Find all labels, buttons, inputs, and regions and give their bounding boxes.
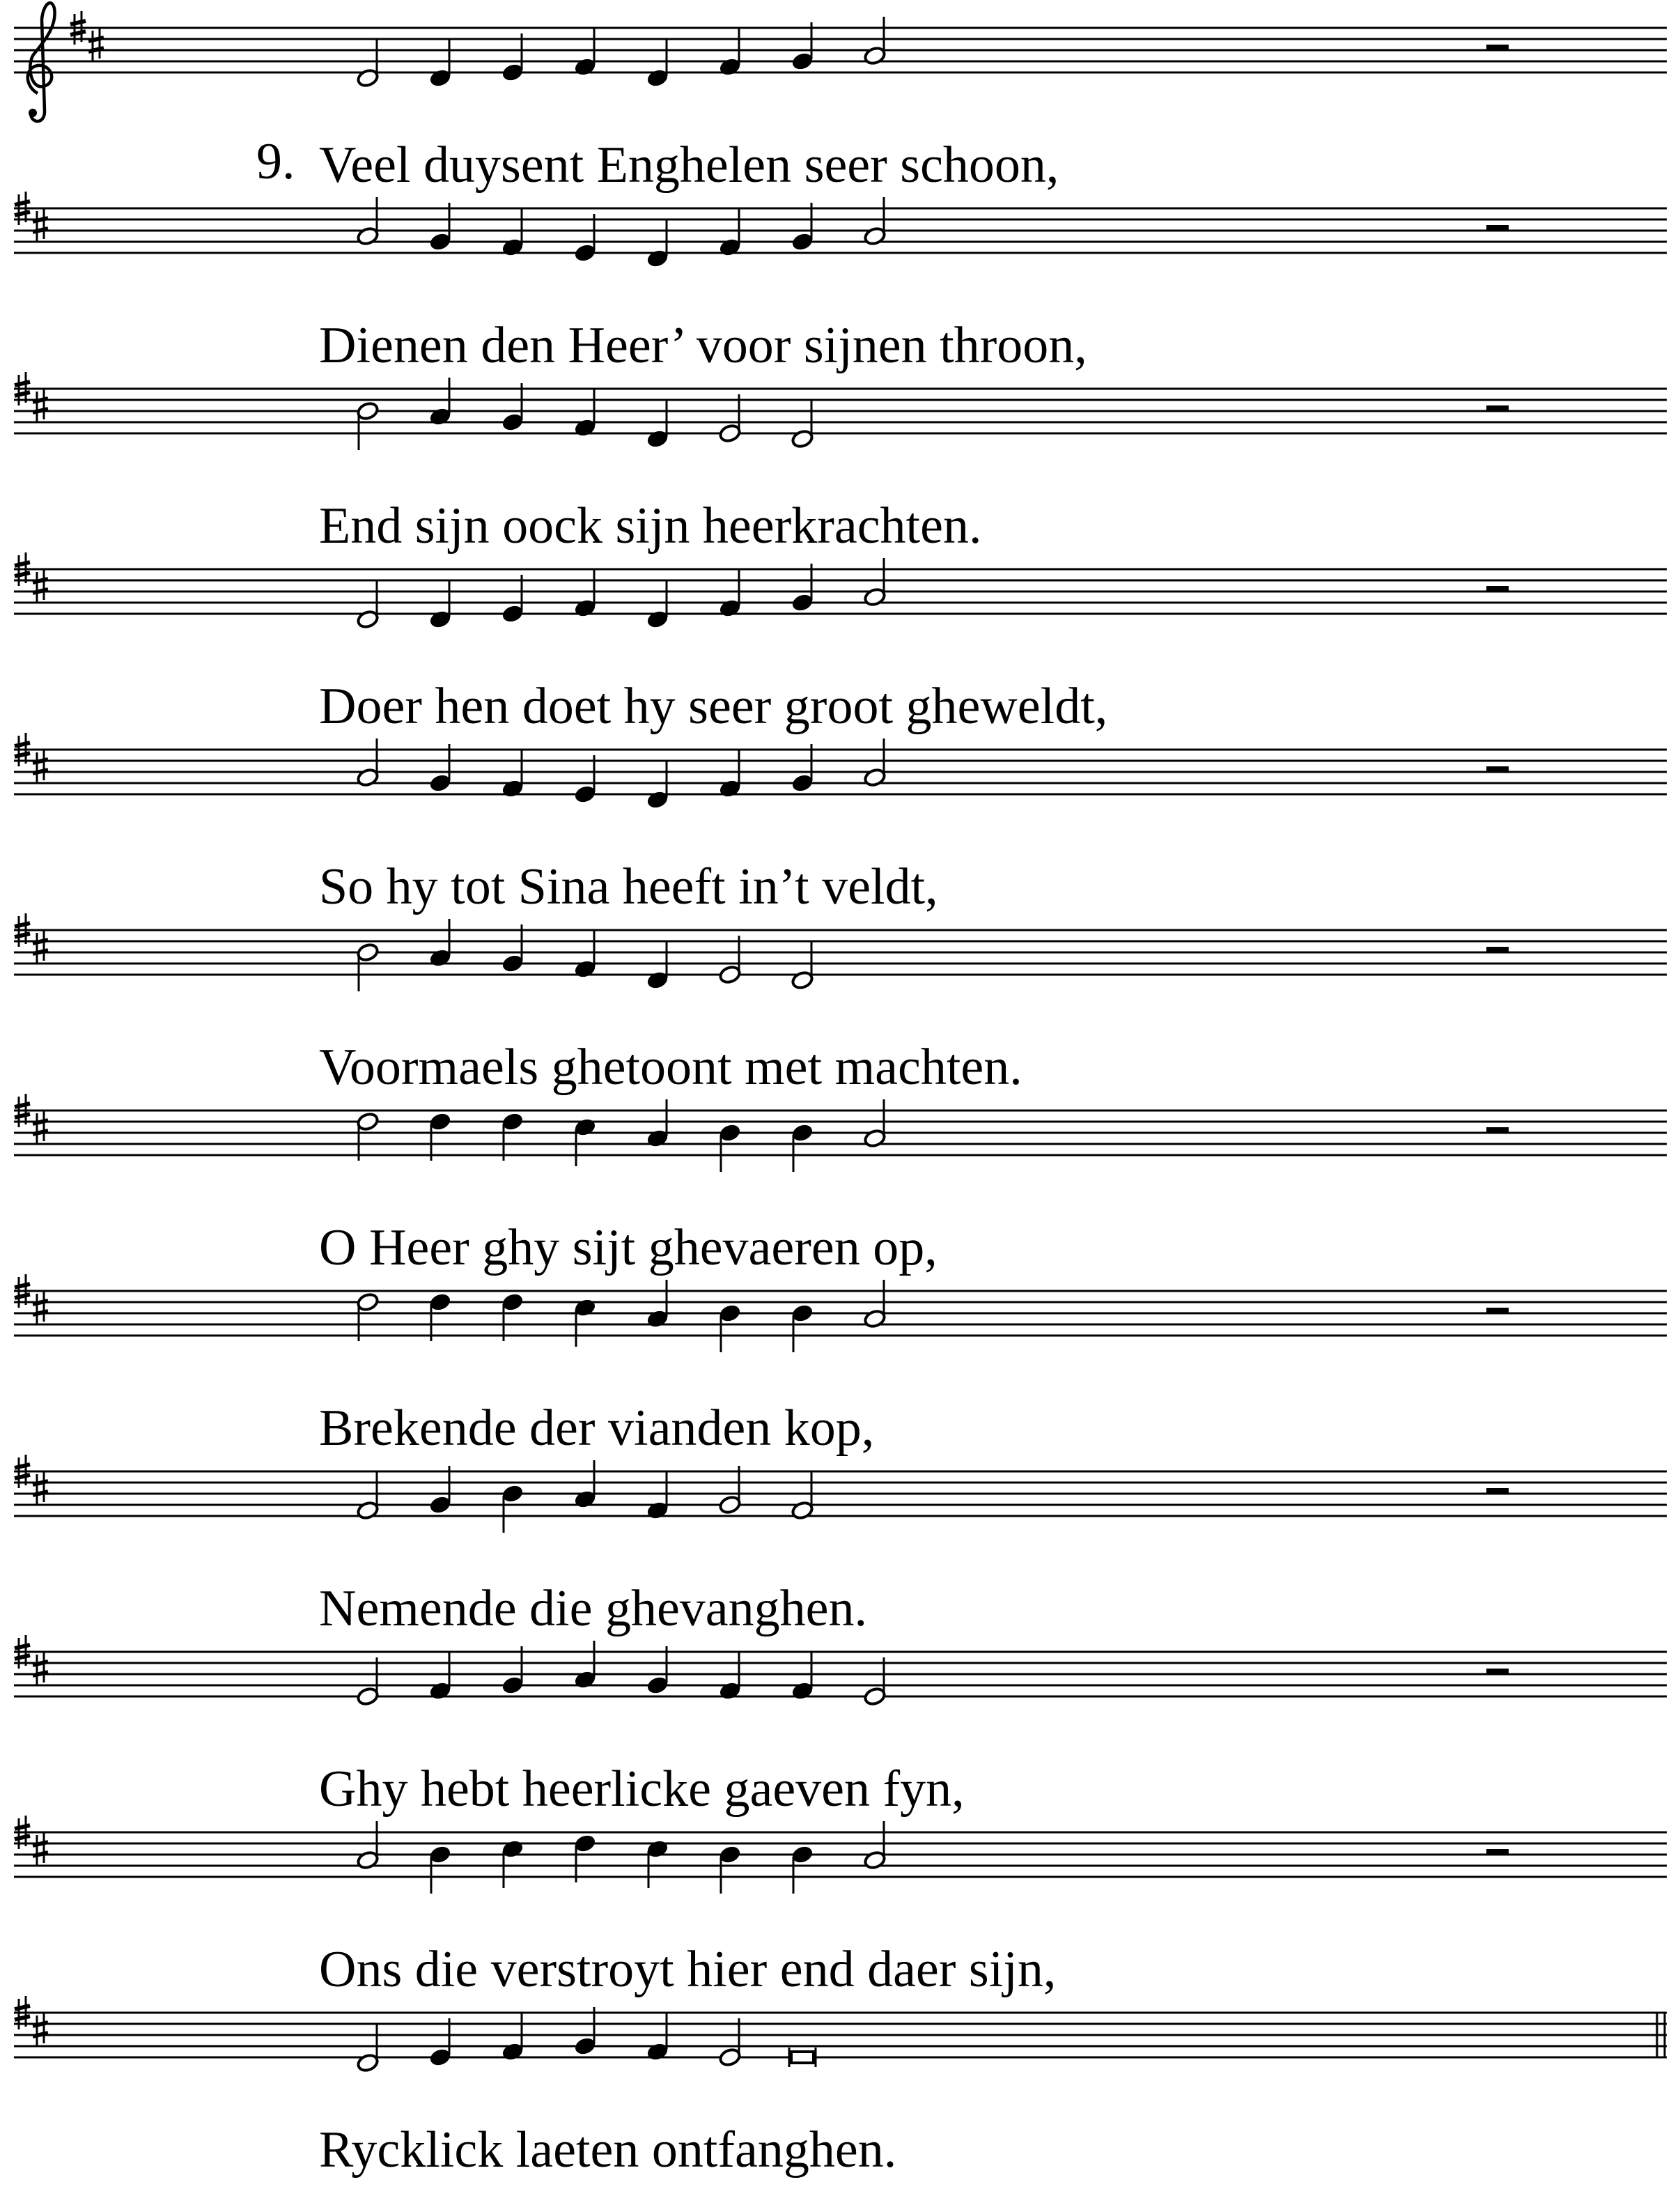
sharp-sign — [33, 2013, 48, 2046]
sharp-sign — [33, 1652, 48, 1685]
note — [501, 2013, 524, 2062]
note — [863, 197, 886, 247]
sharp-sign — [33, 1832, 48, 1866]
verse-number: 9. — [256, 133, 295, 190]
staff — [14, 389, 1667, 433]
system-4 — [14, 552, 1667, 630]
note — [646, 761, 669, 810]
note — [718, 1466, 741, 1515]
half-rest — [1486, 1669, 1509, 1674]
note — [646, 2013, 669, 2062]
system-3 — [14, 372, 1667, 450]
note — [428, 1292, 451, 1341]
system-8 — [14, 1274, 1667, 1352]
half-rest — [1486, 1127, 1509, 1133]
system-7 — [14, 1094, 1667, 1172]
note — [646, 1099, 669, 1149]
note — [863, 738, 886, 788]
note — [428, 580, 451, 630]
half-rest — [1486, 1488, 1509, 1494]
system-1 — [14, 3, 1667, 121]
note — [501, 33, 524, 83]
note — [718, 750, 741, 799]
half-rest — [1486, 586, 1509, 591]
note — [791, 400, 814, 449]
half-rest — [1486, 225, 1509, 231]
note — [428, 1652, 451, 1701]
note — [718, 1652, 741, 1701]
note — [356, 738, 379, 788]
note — [718, 208, 741, 258]
note — [356, 942, 379, 991]
note — [501, 1483, 524, 1533]
lyric-line: So hy tot Sina heeft in’t veldt, — [319, 858, 938, 915]
staff — [14, 2013, 1667, 2057]
note — [646, 1839, 669, 1888]
system-6 — [14, 913, 1667, 991]
note — [428, 39, 451, 88]
staff — [14, 1652, 1667, 1696]
note — [646, 1280, 669, 1329]
note — [428, 919, 451, 968]
note — [573, 28, 596, 77]
lyric-line: Voormaels ghetoont met machten. — [319, 1039, 1022, 1096]
sharp-sign — [33, 1291, 48, 1324]
half-rest — [1486, 766, 1509, 772]
note — [356, 1292, 379, 1341]
note — [646, 1646, 669, 1696]
note — [501, 750, 524, 799]
note — [356, 1111, 379, 1161]
note — [718, 1303, 741, 1352]
note — [428, 1111, 451, 1161]
note — [718, 569, 741, 619]
note — [501, 924, 524, 974]
note — [646, 219, 669, 269]
note — [863, 1821, 886, 1871]
lyric-line: Dienen den Heer’ voor sijnen throon, — [319, 317, 1087, 374]
lyric-line: O Heer ghy sijt ghevaeren op, — [319, 1219, 938, 1276]
half-rest — [1486, 1849, 1509, 1855]
note — [428, 1844, 451, 1894]
lyric-line: Brekende der vianden kop, — [319, 1400, 875, 1457]
staff — [14, 28, 1667, 72]
note — [646, 1471, 669, 1521]
lyric-line: Rycklick laeten ontfanghen. — [319, 2121, 897, 2179]
staff — [14, 930, 1667, 975]
note — [428, 744, 451, 794]
note — [356, 2024, 379, 2073]
half-rest — [1486, 45, 1509, 50]
lyric-line: Nemende die ghevanghen. — [319, 1580, 867, 1637]
note — [573, 1297, 596, 1347]
note — [863, 17, 886, 66]
note — [791, 941, 814, 991]
note — [646, 400, 669, 449]
staff — [14, 208, 1667, 253]
note — [501, 208, 524, 258]
note — [573, 214, 596, 263]
note — [718, 1122, 741, 1172]
note — [863, 1657, 886, 1707]
note — [501, 575, 524, 624]
note — [356, 580, 379, 630]
note — [718, 28, 741, 77]
sharp-sign — [88, 28, 104, 61]
system-11 — [14, 1816, 1667, 1894]
sharp-sign — [33, 1471, 48, 1505]
note — [863, 1280, 886, 1329]
lyric-line: Ons die verstroyt hier end daer sijn, — [319, 1941, 1057, 1998]
note — [646, 39, 669, 88]
note — [718, 1844, 741, 1894]
note — [356, 197, 379, 247]
note — [428, 203, 451, 252]
note — [573, 389, 596, 438]
note — [791, 1303, 814, 1352]
lyric-line: End sijn oock sijn heerkrachten. — [319, 497, 982, 555]
note — [428, 2018, 451, 2068]
staff — [14, 750, 1667, 794]
note — [428, 1466, 451, 1515]
lyric-line: Doer hen doet hy seer groot gheweldt, — [319, 678, 1108, 735]
note — [573, 1641, 596, 1690]
note — [573, 1460, 596, 1510]
note — [791, 1652, 814, 1701]
note — [791, 1844, 814, 1894]
note — [863, 1099, 886, 1149]
note — [863, 558, 886, 608]
note — [428, 378, 451, 427]
sharp-sign — [33, 208, 48, 242]
note — [501, 383, 524, 433]
staff — [14, 1471, 1667, 1516]
note — [573, 755, 596, 805]
staff — [14, 1832, 1667, 1877]
note — [356, 1821, 379, 1871]
note — [791, 1122, 814, 1172]
system-2 — [14, 192, 1667, 269]
note — [573, 2007, 596, 2057]
system-5 — [14, 733, 1667, 810]
half-rest — [1486, 947, 1509, 952]
sharp-sign — [33, 930, 48, 964]
note — [791, 744, 814, 794]
half-rest — [1486, 405, 1509, 411]
note — [356, 401, 379, 450]
sharp-sign — [33, 1111, 48, 1144]
staff — [14, 1291, 1667, 1336]
system-12 — [14, 1996, 1667, 2073]
note — [789, 2048, 816, 2067]
note — [573, 1833, 596, 1882]
staff — [14, 569, 1667, 614]
note — [646, 941, 669, 991]
system-10 — [14, 1635, 1667, 1707]
note — [573, 1117, 596, 1166]
note — [356, 1657, 379, 1707]
half-rest — [1486, 1308, 1509, 1313]
note — [573, 930, 596, 980]
note — [791, 203, 814, 252]
staff — [14, 1111, 1667, 1155]
sharp-sign — [33, 569, 48, 603]
note — [501, 1839, 524, 1888]
note — [501, 1111, 524, 1161]
note — [501, 1292, 524, 1341]
note — [718, 2018, 741, 2068]
note — [791, 1471, 814, 1521]
lyric-line: Ghy hebt heerlicke gaeven fyn, — [319, 1761, 965, 1818]
note — [791, 564, 814, 613]
note — [573, 569, 596, 619]
note — [356, 39, 379, 88]
note — [791, 22, 814, 72]
lyric-line: Veel duysent Enghelen seer schoon, — [319, 137, 1059, 194]
sharp-sign — [33, 750, 48, 783]
note — [356, 1471, 379, 1521]
note — [718, 936, 741, 985]
note — [718, 394, 741, 444]
note — [501, 1646, 524, 1696]
system-9 — [14, 1455, 1667, 1533]
sharp-sign — [33, 389, 48, 422]
note — [646, 580, 669, 630]
